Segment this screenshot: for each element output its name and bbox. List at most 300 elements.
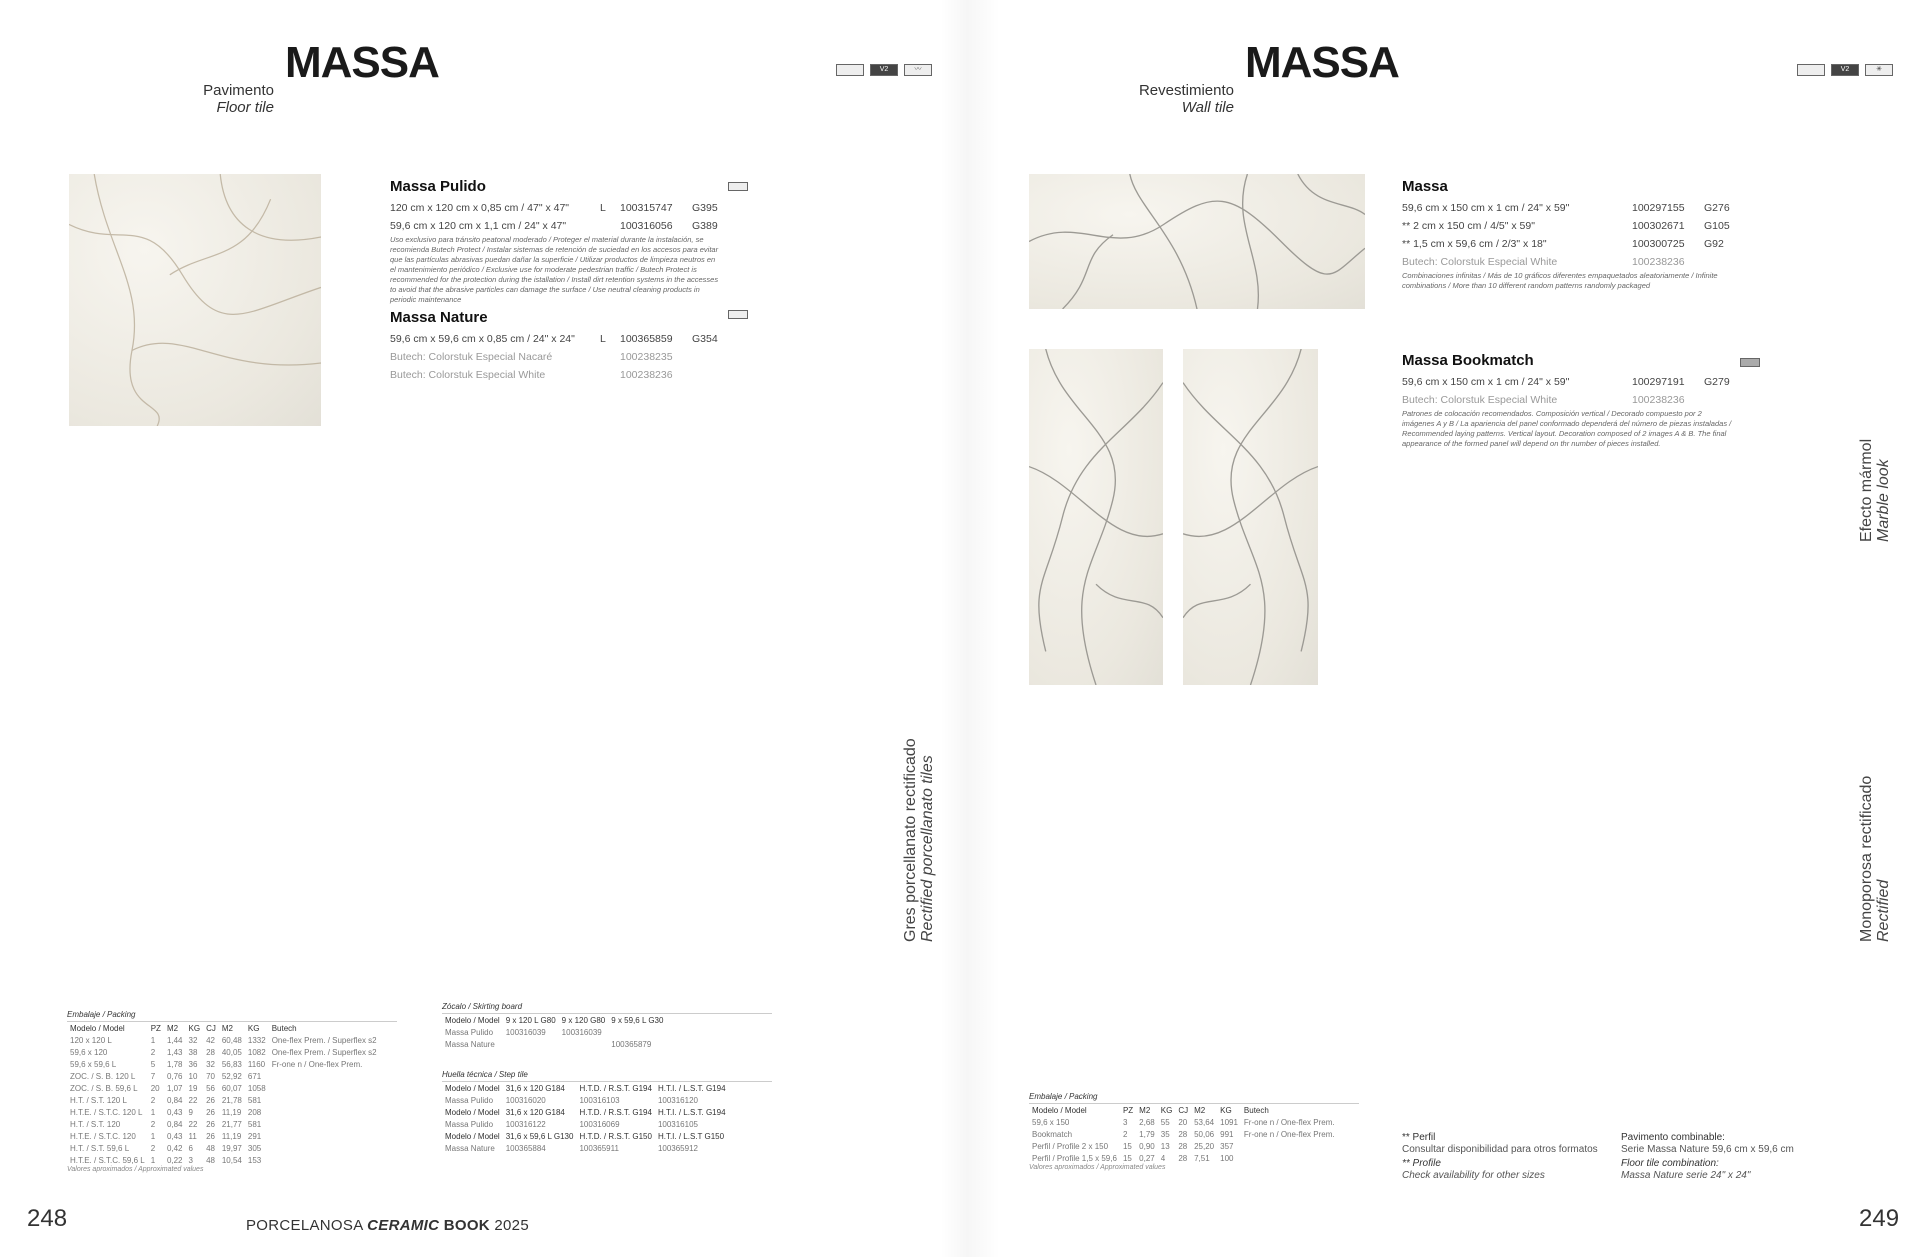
butech-desc: Butech: Colorstuk Especial White xyxy=(1402,394,1558,406)
butech-row xyxy=(390,348,732,366)
table-cell: H.T.E. / S.T.C. 59,6 L xyxy=(70,1155,145,1165)
table-cell: 1,44 xyxy=(166,1035,183,1045)
column-header: Modelo / Model xyxy=(70,1023,125,1033)
code: 100297191 xyxy=(1632,376,1685,388)
table-cell: 32 xyxy=(188,1035,198,1045)
table-cell xyxy=(1241,1152,1338,1164)
table-cell: 0,22 xyxy=(166,1155,183,1165)
bookmatch-image-b xyxy=(1183,349,1318,685)
table-cell: 59,6 x 59,6 L xyxy=(70,1059,117,1069)
table-cell: 70 xyxy=(206,1071,215,1081)
product-row xyxy=(390,217,732,235)
table-cell: 11 xyxy=(188,1131,197,1141)
comb-text: Serie Massa Nature 59,6 cm x 59,6 cm xyxy=(1621,1144,1794,1155)
slip-resistance-icon: 〰 xyxy=(904,64,932,76)
code: 100238236 xyxy=(1632,394,1685,406)
column-header: 9 x 59,6 L G30 xyxy=(611,1015,664,1025)
table-row xyxy=(442,1094,729,1106)
table-cell xyxy=(269,1118,380,1130)
table-cell: 50,06 xyxy=(1194,1129,1215,1139)
table-cell: 1 xyxy=(150,1107,156,1117)
table-cell: 48 xyxy=(206,1143,215,1153)
column-header: 31,6 x 120 G184 xyxy=(505,1107,565,1117)
table-cell: 100316103 xyxy=(579,1095,620,1105)
page-number-right: 249 xyxy=(1859,1205,1900,1232)
vertical-es: Efecto mármol xyxy=(1858,438,1875,542)
table-row xyxy=(67,1154,380,1166)
table-cell: 28 xyxy=(206,1047,215,1057)
v2-variation-icon: V2 xyxy=(1831,64,1859,76)
page-number-left: 248 xyxy=(27,1205,68,1232)
table-cell: 60,07 xyxy=(221,1083,242,1093)
table-row xyxy=(67,1118,380,1130)
wall-use-icon: ✳ xyxy=(1865,64,1893,76)
table-cell xyxy=(503,1038,559,1050)
header-row xyxy=(442,1082,729,1094)
table-cell: 100316069 xyxy=(579,1119,620,1129)
column-header: M2 xyxy=(166,1023,179,1033)
table-cell: 28 xyxy=(1178,1129,1188,1139)
table-cell: Perfil / Profile 2 x 150 xyxy=(1032,1141,1109,1151)
product-row xyxy=(1402,199,1744,217)
table-cell: 0,84 xyxy=(166,1095,183,1105)
table-cell: 26 xyxy=(206,1131,215,1141)
size: ** 2 cm x 150 cm / 4/5" x 59" xyxy=(1402,220,1535,232)
table-cell: 100 xyxy=(1220,1153,1234,1163)
table-cell: 21,77 xyxy=(221,1119,242,1129)
packing-caption: Embalaje / Packing xyxy=(1029,1092,1359,1104)
footer-book: CERAMIC xyxy=(367,1217,440,1234)
butech-desc: Butech: Colorstuk Especial White xyxy=(1402,256,1558,268)
butech-row xyxy=(1402,391,1744,409)
table-cell: 26 xyxy=(206,1119,215,1129)
feature-icons-right xyxy=(1797,64,1893,76)
table-row xyxy=(67,1070,380,1082)
vertical-en: Rectified xyxy=(1875,879,1892,942)
product-name: Massa xyxy=(1402,178,1448,195)
table-cell: 0,42 xyxy=(166,1143,183,1153)
feature-icons-left xyxy=(836,64,932,76)
table-row xyxy=(442,1142,729,1154)
subtitle-es: Revestimiento xyxy=(1138,82,1234,99)
column-header: PZ xyxy=(1122,1105,1134,1115)
code: 100238235 xyxy=(620,351,673,363)
column-header: H.T.D. / R.S.T. G194 xyxy=(579,1083,652,1093)
rect-mark: L xyxy=(600,333,606,345)
table-cell: 56,83 xyxy=(221,1059,242,1069)
table-row xyxy=(1029,1116,1338,1128)
table-cell: 2 xyxy=(150,1143,156,1153)
table-cell: 100365879 xyxy=(611,1039,652,1049)
table-cell: 581 xyxy=(247,1119,262,1129)
table-cell: 581 xyxy=(247,1095,262,1105)
table-cell: 36 xyxy=(188,1059,198,1069)
table-cell: 2 xyxy=(150,1095,156,1105)
table-cell: 48 xyxy=(206,1155,215,1165)
table-cell: 100316039 xyxy=(505,1027,546,1037)
table-cell xyxy=(269,1082,380,1094)
code: 100238236 xyxy=(1632,256,1685,268)
table-cell: 2 xyxy=(150,1047,156,1057)
table-cell: 2 xyxy=(1122,1129,1128,1139)
table-cell: Fr-one n / One-flex Prem. xyxy=(1243,1117,1335,1127)
table-cell: ZOC. / S. B. 120 L xyxy=(70,1071,136,1081)
table-cell: 153 xyxy=(247,1155,262,1165)
table-cell: H.T. / S.T. 120 xyxy=(70,1119,121,1129)
table-row xyxy=(67,1094,380,1106)
table-cell: ZOC. / S. B. 59,6 L xyxy=(70,1083,138,1093)
vertical-label-right-top xyxy=(1858,439,1892,542)
table-cell: 3 xyxy=(188,1155,193,1165)
column-header: KG xyxy=(247,1023,260,1033)
table-cell: 26 xyxy=(206,1095,215,1105)
table-cell: 2 xyxy=(150,1119,156,1129)
table-cell: 208 xyxy=(247,1107,262,1117)
header-row xyxy=(67,1022,380,1034)
table-cell: 7 xyxy=(150,1071,156,1081)
column-header: Butech xyxy=(271,1023,297,1033)
table-cell: 1091 xyxy=(1220,1117,1238,1127)
column-header: H.T.D. / R.S.T. G194 xyxy=(579,1107,652,1117)
table-cell: 35 xyxy=(1160,1129,1170,1139)
size: 59,6 cm x 150 cm x 1 cm / 24" x 59" xyxy=(1402,202,1570,214)
column-header: 9 x 120 L G80 xyxy=(505,1015,556,1025)
column-header: H.T.I. / L.S.T G150 xyxy=(657,1131,725,1141)
skirting-section xyxy=(442,1002,772,1154)
size: ** 1,5 cm x 59,6 cm / 2/3" x 18" xyxy=(1402,238,1547,250)
footer xyxy=(246,1217,529,1234)
table-cell: 32 xyxy=(206,1059,215,1069)
usage-note: Uso exclusivo para tránsito peatonal moderado / Proteger el material durante la instalación, se recomienda Butech Protect / Instalar sistemas de retención de suciedad en los accesos para evitar que las partículas abrasivas puedan dañar la superficie / Utilizar productos de limpieza neutros en el mantenimiento periódico / Exclusive use for moderate pedestrian traffic / Butech Protect is recommended for the protection during the istallation / Install dirt retention systems in the accesses to avoid that the abrasive particles can damage the surface / Use neutral cleaning products in periodic maintenance xyxy=(390,235,719,304)
subtitle-es: Pavimento xyxy=(203,82,274,99)
product-name: Massa Pulido xyxy=(390,178,486,195)
table-cell: 1058 xyxy=(247,1083,266,1093)
column-header: Modelo / Model xyxy=(445,1015,500,1025)
page-title-left: MASSA xyxy=(285,38,439,87)
column-header: 9 x 120 G80 xyxy=(561,1015,606,1025)
table-row xyxy=(442,1026,666,1038)
profile-text: Check availability for other sizes xyxy=(1402,1170,1545,1181)
table-cell: 11,19 xyxy=(221,1107,242,1117)
butech-row xyxy=(390,366,732,384)
table-cell: 55 xyxy=(1160,1117,1170,1127)
packing-table-left xyxy=(67,1010,397,1173)
product-row xyxy=(1402,217,1744,235)
table-cell: 3 xyxy=(1122,1117,1128,1127)
group: G279 xyxy=(1704,376,1730,388)
table-row xyxy=(1029,1140,1338,1152)
column-header: H.T.I. / L.S.T. G194 xyxy=(657,1083,726,1093)
product-name: Massa Bookmatch xyxy=(1402,352,1534,369)
table-cell: 991 xyxy=(1220,1129,1234,1139)
table-cell: H.T.E. / S.T.C. 120 xyxy=(70,1131,136,1141)
table-row xyxy=(442,1118,729,1130)
packing-table xyxy=(67,1022,380,1166)
table-cell: 1,78 xyxy=(166,1059,183,1069)
table-cell: 6 xyxy=(188,1143,193,1153)
table-cell: 20 xyxy=(1178,1117,1188,1127)
table-cell xyxy=(269,1154,380,1166)
column-header: H.T.I. / L.S.T. G194 xyxy=(657,1107,726,1117)
step-caption: Huella técnica / Step tile xyxy=(442,1070,772,1082)
table-cell: 38 xyxy=(188,1047,198,1057)
table-cell: 100365911 xyxy=(579,1143,619,1153)
table-cell: 0,43 xyxy=(166,1107,183,1117)
table-row xyxy=(67,1058,380,1070)
table-cell: 1,07 xyxy=(166,1083,183,1093)
rect-mark: L xyxy=(600,202,606,214)
table-cell: 357 xyxy=(1220,1141,1234,1151)
code: 100300725 xyxy=(1632,238,1685,250)
table-row xyxy=(1029,1152,1338,1164)
table-cell: 15 xyxy=(1122,1153,1132,1163)
table-cell: 291 xyxy=(247,1131,262,1141)
product-note: Patrones de colocación recomendados. Composición vertical / Decorado compuesto por 2 imágenes A y B / La apariencia del panel conformado dependerá del número de piezas instaladas / Recommended laying patterns. Vertical layout. Decoration composed of 2 images A & B. The final appearance of the formed panel will depend on thr number of pieces installed. xyxy=(1402,409,1732,448)
table-cell: 100316020 xyxy=(505,1095,546,1105)
table-cell: 1 xyxy=(150,1155,156,1165)
table-cell: 42 xyxy=(206,1035,215,1045)
table-cell: H.T. / S.T. 59,6 L xyxy=(70,1143,130,1153)
subtitle-left xyxy=(74,82,274,116)
column-header: CJ xyxy=(206,1023,216,1033)
skirting-table xyxy=(442,1014,666,1050)
table-cell: Massa Pulido xyxy=(445,1027,494,1037)
table-cell: 13 xyxy=(1160,1141,1170,1151)
code: 100238236 xyxy=(620,369,673,381)
table-cell: 1 xyxy=(150,1035,156,1045)
table-cell: 56 xyxy=(206,1083,215,1093)
bookmatch-image-a xyxy=(1029,349,1163,685)
bookmatch-pattern-icon xyxy=(1740,358,1760,367)
butech-desc: Butech: Colorstuk Especial Nacaré xyxy=(390,351,553,363)
table-cell xyxy=(269,1130,380,1142)
vertical-en: Rectified porcellanato tiles xyxy=(919,755,936,942)
table-cell: 0,27 xyxy=(1139,1153,1155,1163)
code: 100302671 xyxy=(1632,220,1685,232)
table-cell: 1082 xyxy=(247,1047,266,1057)
table-cell: 100316039 xyxy=(561,1027,602,1037)
table-cell xyxy=(269,1070,380,1082)
table-cell xyxy=(608,1026,666,1038)
table-cell: 100365912 xyxy=(657,1143,698,1153)
table-row xyxy=(67,1034,380,1046)
column-header: CJ xyxy=(1178,1105,1189,1115)
table-cell: 59,6 x 120 xyxy=(70,1047,108,1057)
table-cell: 7,51 xyxy=(1194,1153,1210,1163)
column-header: H.T.D. / R.S.T. G150 xyxy=(579,1131,652,1141)
code: 100316056 xyxy=(620,220,673,232)
table-cell: 9 xyxy=(188,1107,193,1117)
column-header: M2 xyxy=(221,1023,233,1033)
header-row xyxy=(1029,1104,1338,1116)
table-cell: 100316122 xyxy=(505,1119,546,1129)
column-header: M2 xyxy=(1194,1105,1206,1115)
table-cell: 305 xyxy=(247,1143,262,1153)
table-cell: Massa Nature xyxy=(445,1039,495,1049)
matt-tile-icon xyxy=(728,310,748,319)
table-cell: Massa Pulido xyxy=(445,1119,494,1129)
table-cell: 20 xyxy=(150,1083,160,1093)
table-cell: 1,79 xyxy=(1139,1129,1155,1139)
table-cell: 10 xyxy=(188,1071,198,1081)
table-cell: 120 x 120 L xyxy=(70,1035,112,1045)
butech-desc: Butech: Colorstuk Especial White xyxy=(390,369,546,381)
comb-title: Pavimento combinable: xyxy=(1621,1132,1725,1143)
table-row xyxy=(67,1130,380,1142)
table-row xyxy=(67,1142,380,1154)
group: G389 xyxy=(692,220,718,232)
table-cell: 40,05 xyxy=(221,1047,242,1057)
group: G105 xyxy=(1704,220,1730,232)
table-cell: 15 xyxy=(1122,1141,1132,1151)
profile-title: ** Profile xyxy=(1402,1158,1441,1169)
comb-text-en: Massa Nature serie 24" x 24" xyxy=(1621,1170,1751,1181)
column-header: Modelo / Model xyxy=(445,1131,500,1141)
size: 120 cm x 120 cm x 0,85 cm / 47" x 47" xyxy=(390,202,570,214)
column-header: Butech xyxy=(1243,1105,1269,1115)
page-title-right: MASSA xyxy=(1245,38,1399,87)
product-note: Combinaciones infinitas / Más de 10 gráficos diferentes empaquetados aleatoriamente / Infinite combinations / More than 10 different random patterns randomly packaged xyxy=(1402,271,1718,290)
product-row xyxy=(390,330,732,348)
table-cell: 100365884 xyxy=(505,1143,546,1153)
product-row xyxy=(1402,235,1744,253)
table-cell xyxy=(1241,1140,1338,1152)
column-header: PZ xyxy=(150,1023,161,1033)
table-cell: 671 xyxy=(247,1071,262,1081)
vertical-label-left xyxy=(902,738,936,942)
table-cell: 11,19 xyxy=(221,1131,242,1141)
table-cell: 100316120 xyxy=(657,1095,698,1105)
vertical-en: Marble look xyxy=(1875,459,1892,542)
table-cell: One-flex Prem. / Superflex s2 xyxy=(271,1035,377,1045)
group: G276 xyxy=(1704,202,1730,214)
code: 100365859 xyxy=(620,333,673,345)
table-row xyxy=(1029,1128,1338,1140)
column-header: 31,6 x 59,6 L G130 xyxy=(505,1131,574,1141)
table-cell: 1160 xyxy=(247,1059,266,1069)
table-cell: 26 xyxy=(206,1107,215,1117)
rectified-edge-icon xyxy=(836,64,864,76)
header-row xyxy=(442,1106,729,1118)
table-cell: 0,90 xyxy=(1139,1141,1155,1151)
product-block-floor xyxy=(390,178,732,384)
group: G354 xyxy=(692,333,718,345)
table-cell: 1,43 xyxy=(166,1047,183,1057)
product-row xyxy=(390,199,732,217)
column-header: Modelo / Model xyxy=(1032,1105,1087,1115)
group: G92 xyxy=(1704,238,1724,250)
table-cell: 22 xyxy=(188,1095,198,1105)
column-header: KG xyxy=(1220,1105,1232,1115)
column-header: Modelo / Model xyxy=(445,1107,500,1117)
size: 59,6 cm x 120 cm x 1,1 cm / 24" x 47" xyxy=(390,220,567,232)
size: 59,6 cm x 59,6 cm x 0,85 cm / 24" x 24" xyxy=(390,333,575,345)
table-cell: 0,76 xyxy=(166,1071,183,1081)
header-row xyxy=(442,1014,666,1026)
approx-note: Valores aproximados / Approximated values xyxy=(67,1166,204,1173)
column-header: KG xyxy=(1160,1105,1173,1115)
tile-image-floor xyxy=(69,174,321,426)
table-cell: Massa Nature xyxy=(445,1143,495,1153)
combination-notes xyxy=(1621,1132,1794,1182)
subtitle-right xyxy=(1034,82,1234,116)
table-cell: Fr-one n / One-flex Prem. xyxy=(1243,1129,1335,1139)
table-cell: 59,6 x 150 xyxy=(1032,1117,1070,1127)
table-cell: 22 xyxy=(188,1119,198,1129)
size: 59,6 cm x 150 cm x 1 cm / 24" x 59" xyxy=(1402,376,1570,388)
table-cell: 21,78 xyxy=(221,1095,242,1105)
butech-row xyxy=(1402,253,1744,271)
table-cell: One-flex Prem. / Superflex s2 xyxy=(271,1047,377,1057)
table-cell: 0,43 xyxy=(166,1131,183,1141)
table-cell: 52,92 xyxy=(221,1071,242,1081)
product-name: Massa Nature xyxy=(390,309,488,326)
table-cell: H.T. / S.T. 120 L xyxy=(70,1095,127,1105)
table-cell: 4 xyxy=(1160,1153,1166,1163)
table-cell: 10,54 xyxy=(221,1155,242,1165)
table-cell xyxy=(559,1038,609,1050)
tile-image-wall xyxy=(1029,174,1365,309)
table-cell: 5 xyxy=(150,1059,156,1069)
table-row xyxy=(67,1046,380,1058)
group: G395 xyxy=(692,202,718,214)
vertical-es: Gres porcellanato rectificado xyxy=(902,738,919,942)
table-row xyxy=(67,1106,380,1118)
table-cell: 100316105 xyxy=(657,1119,698,1129)
header-row xyxy=(442,1130,729,1142)
table-cell: 0,84 xyxy=(166,1119,183,1129)
polished-tile-icon xyxy=(728,182,748,191)
vertical-es: Monoporosa rectificado xyxy=(1858,775,1875,942)
table-cell: 28 xyxy=(1178,1153,1188,1163)
packing-table xyxy=(1029,1104,1338,1164)
step-table xyxy=(442,1082,729,1154)
table-cell: 60,48 xyxy=(221,1035,242,1045)
skirting-caption: Zócalo / Skirting board xyxy=(442,1002,772,1014)
table-cell: 1 xyxy=(150,1131,156,1141)
subtitle-en: Floor tile xyxy=(216,99,274,116)
table-cell: Perfil / Profile 1,5 x 59,6 xyxy=(1032,1153,1117,1163)
subtitle-en: Wall tile xyxy=(1181,99,1234,116)
table-cell: 1332 xyxy=(247,1035,266,1045)
table-cell: H.T.E. / S.T.C. 120 L xyxy=(70,1107,143,1117)
product-row xyxy=(1402,373,1744,391)
profile-notes xyxy=(1402,1132,1598,1182)
approx-note: Valores aproximados / Approximated values xyxy=(1029,1164,1166,1171)
table-cell: 19,97 xyxy=(221,1143,242,1153)
perfil-title: ** Perfil xyxy=(1402,1132,1436,1143)
footer-year: 2025 xyxy=(494,1217,529,1234)
packing-caption: Embalaje / Packing xyxy=(67,1010,397,1022)
spread-gutter xyxy=(940,0,1000,1257)
rectified-edge-icon xyxy=(1797,64,1825,76)
table-cell: 25,20 xyxy=(1194,1141,1215,1151)
packing-table-right xyxy=(1029,1092,1359,1171)
table-cell: Massa Pulido xyxy=(445,1095,494,1105)
table-cell: 2,68 xyxy=(1139,1117,1155,1127)
table-cell xyxy=(269,1094,380,1106)
table-cell: Bookmatch xyxy=(1032,1129,1073,1139)
product-block-wall xyxy=(1402,178,1744,291)
column-header: 31,6 x 120 G184 xyxy=(505,1083,565,1093)
footer-brand: PORCELANOSA xyxy=(246,1217,363,1234)
perfil-text: Consultar disponibilidad para otros formatos xyxy=(1402,1144,1598,1155)
column-header: M2 xyxy=(1139,1105,1151,1115)
table-cell: Fr-one n / One-flex Prem. xyxy=(271,1059,363,1069)
code: 100297155 xyxy=(1632,202,1685,214)
footer-book2: BOOK xyxy=(443,1217,490,1234)
comb-title-en: Floor tile combination: xyxy=(1621,1158,1719,1169)
